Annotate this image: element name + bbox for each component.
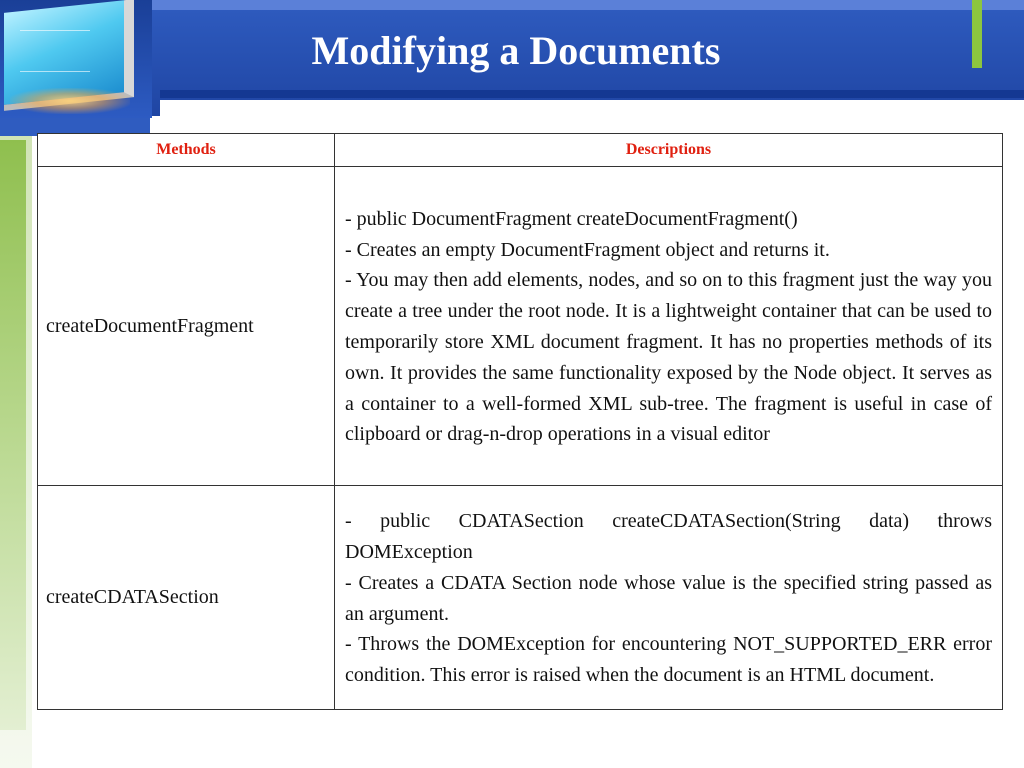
method-description	[335, 167, 1003, 486]
description-line: - You may then add elements, nodes, and so on to this fragment just the way you create a tree under the root node. It is a lightweight container that can be used to temporarily store XML document fragment. It has no properties methods of its own. It provides the same functionality exposed by the Node object. It serves as a container to a well-formed XML sub-tree. The fragment is useful in case of clipboard or drag-n-drop operations in a visual editor	[345, 269, 992, 446]
left-green-bar	[0, 140, 26, 730]
monitor-lines	[20, 30, 90, 72]
description-line: - Creates an empty DocumentFragment object and returns it.	[345, 238, 830, 261]
method-name: createDocumentFragment	[38, 167, 335, 486]
header-top-stripe	[0, 0, 1024, 10]
method-name: createCDATASection	[38, 486, 335, 710]
description-line: - public DocumentFragment createDocumentFragment()	[345, 207, 798, 230]
monitor-glow	[10, 88, 130, 114]
table-row	[38, 486, 1003, 710]
header-white-stripe	[160, 100, 1024, 116]
methods-table	[37, 133, 1003, 710]
table-header-row	[38, 134, 1003, 167]
header-descriptions: Descriptions	[335, 134, 1003, 167]
slide-title: Modifying a Documents	[311, 28, 721, 73]
description-line: - public CDATASection createCDATASection(String data) throws DOMException	[345, 510, 992, 563]
table-row	[38, 167, 1003, 486]
right-green-accent	[972, 0, 982, 68]
methods-table-wrap	[37, 133, 1003, 710]
monitor-graphic	[0, 0, 152, 118]
header-methods: Methods	[38, 134, 335, 167]
header-divider-line	[160, 90, 1024, 98]
description-line: - Throws the DOMException for encountering NOT_SUPPORTED_ERR error condition. This error is raised when the document is an HTML document.	[345, 633, 992, 687]
description-line: - Creates a CDATA Section node whose value is the specified string passed as an argument.	[345, 571, 992, 625]
method-description	[335, 486, 1003, 710]
